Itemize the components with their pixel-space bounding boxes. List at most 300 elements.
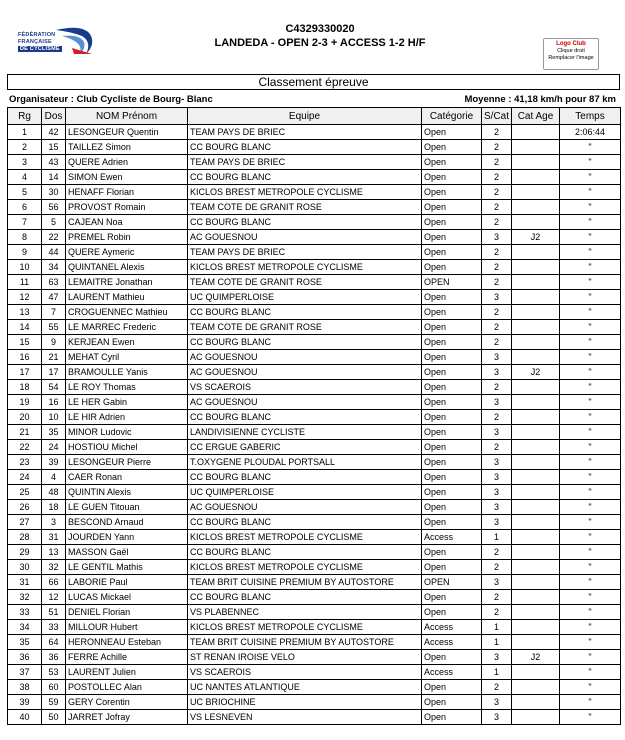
cell-age-category xyxy=(512,560,560,575)
cell-bib: 35 xyxy=(42,425,66,440)
cell-time: " xyxy=(560,185,621,200)
cell-team: CC ERGUE GABERIC xyxy=(188,440,422,455)
cell-name: PREMEL Robin xyxy=(66,230,188,245)
cell-time: " xyxy=(560,395,621,410)
cell-time: " xyxy=(560,305,621,320)
cell-category: Open xyxy=(422,320,482,335)
table-row xyxy=(8,335,621,350)
cell-team: AC GOUESNOU xyxy=(188,500,422,515)
cell-time: " xyxy=(560,350,621,365)
cell-age-category xyxy=(512,485,560,500)
cell-category: Open xyxy=(422,230,482,245)
ffc-logo-line3: DE CYCLISME xyxy=(20,46,60,52)
cell-age-category xyxy=(512,290,560,305)
cell-time: " xyxy=(560,515,621,530)
cell-rank: 20 xyxy=(8,410,42,425)
organizer: Organisateur : Club Cycliste de Bourg- Blanc xyxy=(9,94,213,105)
cell-time: " xyxy=(560,200,621,215)
cell-category: Open xyxy=(422,260,482,275)
cell-rank: 8 xyxy=(8,230,42,245)
table-row xyxy=(8,590,621,605)
cell-subcategory: 1 xyxy=(482,665,512,680)
cell-team: VS SCAEROIS xyxy=(188,380,422,395)
cell-time: " xyxy=(560,560,621,575)
cell-team: T.OXYGENE PLOUDAL PORTSALL xyxy=(188,455,422,470)
cell-age-category xyxy=(512,590,560,605)
cell-team: CC BOURG BLANC xyxy=(188,545,422,560)
cell-time: " xyxy=(560,275,621,290)
cell-category: Open xyxy=(422,680,482,695)
cell-subcategory: 2 xyxy=(482,170,512,185)
cell-name: QUERE Aymeric xyxy=(66,245,188,260)
cell-category: Open xyxy=(422,440,482,455)
cell-age-category xyxy=(512,245,560,260)
cell-name: JOURDEN Yann xyxy=(66,530,188,545)
club-logo-title: Logo Club xyxy=(556,41,586,47)
cell-age-category xyxy=(512,665,560,680)
cell-subcategory: 3 xyxy=(482,470,512,485)
cell-bib: 50 xyxy=(42,710,66,725)
table-row xyxy=(8,395,621,410)
table-row xyxy=(8,500,621,515)
cell-category: Access xyxy=(422,665,482,680)
cell-team: CC BOURG BLANC xyxy=(188,140,422,155)
cell-subcategory: 2 xyxy=(482,305,512,320)
cell-subcategory: 2 xyxy=(482,125,512,140)
cell-category: Open xyxy=(422,290,482,305)
cell-name: LE GUEN Titouan xyxy=(66,500,188,515)
cell-age-category xyxy=(512,470,560,485)
cell-time: " xyxy=(560,410,621,425)
cell-rank: 1 xyxy=(8,125,42,140)
cell-rank: 27 xyxy=(8,515,42,530)
table-row xyxy=(8,560,621,575)
cell-name: LAURENT Mathieu xyxy=(66,290,188,305)
cell-rank: 22 xyxy=(8,440,42,455)
cell-age-category xyxy=(512,380,560,395)
cell-name: MILLOUR Hubert xyxy=(66,620,188,635)
table-row xyxy=(8,125,621,140)
table-row xyxy=(8,350,621,365)
cell-name: LEMAITRE Jonathan xyxy=(66,275,188,290)
cell-name: HERONNEAU Esteban xyxy=(66,635,188,650)
cell-bib: 13 xyxy=(42,545,66,560)
cell-category: OPEN xyxy=(422,275,482,290)
cell-time: " xyxy=(560,155,621,170)
cell-subcategory: 2 xyxy=(482,275,512,290)
cell-rank: 28 xyxy=(8,530,42,545)
cell-team: VS LESNEVEN xyxy=(188,710,422,725)
cell-subcategory: 2 xyxy=(482,200,512,215)
cell-rank: 30 xyxy=(8,560,42,575)
cell-team: AC GOUESNOU xyxy=(188,230,422,245)
cell-time: " xyxy=(560,455,621,470)
cell-subcategory: 3 xyxy=(482,500,512,515)
table-row xyxy=(8,200,621,215)
cell-rank: 23 xyxy=(8,455,42,470)
cell-bib: 15 xyxy=(42,140,66,155)
table-row xyxy=(8,290,621,305)
cell-category: Open xyxy=(422,305,482,320)
cell-bib: 10 xyxy=(42,410,66,425)
cell-time: " xyxy=(560,380,621,395)
cell-time: " xyxy=(560,590,621,605)
cell-bib: 44 xyxy=(42,245,66,260)
cell-age-category xyxy=(512,695,560,710)
column-header-name: NOM Prénom xyxy=(66,108,188,125)
cell-age-category xyxy=(512,215,560,230)
cell-bib: 4 xyxy=(42,470,66,485)
cell-team: VS PLABENNEC xyxy=(188,605,422,620)
cell-rank: 13 xyxy=(8,305,42,320)
cell-bib: 30 xyxy=(42,185,66,200)
cell-bib: 18 xyxy=(42,500,66,515)
cell-age-category xyxy=(512,305,560,320)
cell-category: Open xyxy=(422,185,482,200)
cell-age-category xyxy=(512,320,560,335)
cell-time: " xyxy=(560,440,621,455)
ffc-logo-line2: FRANÇAISE xyxy=(18,39,52,45)
cell-bib: 64 xyxy=(42,635,66,650)
cell-subcategory: 1 xyxy=(482,620,512,635)
cell-subcategory: 3 xyxy=(482,515,512,530)
cell-time: " xyxy=(560,710,621,725)
cell-subcategory: 1 xyxy=(482,530,512,545)
cell-time: " xyxy=(560,635,621,650)
cell-rank: 16 xyxy=(8,350,42,365)
cell-subcategory: 2 xyxy=(482,545,512,560)
table-row xyxy=(8,305,621,320)
table-row xyxy=(8,605,621,620)
cell-time: " xyxy=(560,230,621,245)
cell-category: Open xyxy=(422,500,482,515)
cell-name: MEHAT Cyril xyxy=(66,350,188,365)
cell-team: LANDIVISIENNE CYCLISTE xyxy=(188,425,422,440)
cell-bib: 42 xyxy=(42,125,66,140)
cell-category: Open xyxy=(422,425,482,440)
table-row xyxy=(8,230,621,245)
cell-rank: 14 xyxy=(8,320,42,335)
cell-rank: 15 xyxy=(8,335,42,350)
cell-bib: 7 xyxy=(42,305,66,320)
cell-age-category xyxy=(512,455,560,470)
cell-bib: 16 xyxy=(42,395,66,410)
cell-age-category xyxy=(512,440,560,455)
ffc-swoosh-icon xyxy=(52,24,102,58)
cell-bib: 36 xyxy=(42,650,66,665)
cell-category: Open xyxy=(422,710,482,725)
cell-team: TEAM PAYS DE BRIEC xyxy=(188,155,422,170)
cell-subcategory: 3 xyxy=(482,575,512,590)
cell-subcategory: 3 xyxy=(482,485,512,500)
cell-bib: 55 xyxy=(42,320,66,335)
cell-rank: 19 xyxy=(8,395,42,410)
cell-subcategory: 3 xyxy=(482,455,512,470)
cell-bib: 9 xyxy=(42,335,66,350)
cell-bib: 59 xyxy=(42,695,66,710)
cell-subcategory: 3 xyxy=(482,230,512,245)
cell-age-category xyxy=(512,260,560,275)
table-row xyxy=(8,470,621,485)
cell-rank: 9 xyxy=(8,245,42,260)
cell-time: " xyxy=(560,575,621,590)
cell-bib: 56 xyxy=(42,200,66,215)
cell-team: VS SCAEROIS xyxy=(188,665,422,680)
cell-rank: 33 xyxy=(8,605,42,620)
cell-subcategory: 3 xyxy=(482,350,512,365)
cell-subcategory: 2 xyxy=(482,590,512,605)
cell-time: " xyxy=(560,695,621,710)
cell-subcategory: 3 xyxy=(482,710,512,725)
cell-age-category xyxy=(512,545,560,560)
cell-name: PROVOST Romain xyxy=(66,200,188,215)
table-row xyxy=(8,695,621,710)
cell-team: UC QUIMPERLOISE xyxy=(188,290,422,305)
cell-subcategory: 2 xyxy=(482,260,512,275)
cell-time: " xyxy=(560,260,621,275)
column-header-age-category: Cat Age xyxy=(512,108,560,125)
cell-team: TEAM PAYS DE BRIEC xyxy=(188,125,422,140)
cell-time: " xyxy=(560,140,621,155)
cell-bib: 5 xyxy=(42,215,66,230)
cell-name: LE ROY Thomas xyxy=(66,380,188,395)
table-row xyxy=(8,620,621,635)
cell-rank: 40 xyxy=(8,710,42,725)
cell-time: 2:06:44 xyxy=(560,125,621,140)
cell-time: " xyxy=(560,215,621,230)
cell-name: FERRE Achille xyxy=(66,650,188,665)
cell-category: Open xyxy=(422,140,482,155)
cell-rank: 37 xyxy=(8,665,42,680)
cell-name: LE HIR Adrien xyxy=(66,410,188,425)
cell-category: Open xyxy=(422,485,482,500)
cell-bib: 54 xyxy=(42,380,66,395)
cell-subcategory: 2 xyxy=(482,140,512,155)
cell-bib: 53 xyxy=(42,665,66,680)
table-row xyxy=(8,530,621,545)
cell-time: " xyxy=(560,425,621,440)
cell-rank: 31 xyxy=(8,575,42,590)
cell-rank: 17 xyxy=(8,365,42,380)
column-header-subcategory: S/Cat xyxy=(482,108,512,125)
cell-team: TEAM BRIT CUISINE PREMIUM BY AUTOSTORE xyxy=(188,575,422,590)
cell-age-category xyxy=(512,350,560,365)
cell-team: AC GOUESNOU xyxy=(188,350,422,365)
cell-team: UC BRIOCHINE xyxy=(188,695,422,710)
race-code: C4329330020 xyxy=(285,23,355,35)
cell-subcategory: 2 xyxy=(482,440,512,455)
cell-bib: 43 xyxy=(42,155,66,170)
cell-team: TEAM COTE DE GRANIT ROSE xyxy=(188,320,422,335)
cell-category: Open xyxy=(422,200,482,215)
cell-subcategory: 3 xyxy=(482,290,512,305)
cell-bib: 3 xyxy=(42,515,66,530)
cell-age-category xyxy=(512,515,560,530)
cell-rank: 7 xyxy=(8,215,42,230)
cell-age-category: J2 xyxy=(512,230,560,245)
cell-category: Open xyxy=(422,125,482,140)
race-title: LANDEDA - OPEN 2-3 + ACCESS 1-2 H/F xyxy=(214,37,426,49)
cell-time: " xyxy=(560,665,621,680)
table-row xyxy=(8,275,621,290)
cell-subcategory: 2 xyxy=(482,380,512,395)
cell-team: KICLOS BREST METROPOLE CYCLISME xyxy=(188,185,422,200)
cell-age-category xyxy=(512,140,560,155)
cell-name: SIMON Ewen xyxy=(66,170,188,185)
cell-age-category xyxy=(512,185,560,200)
cell-subcategory: 2 xyxy=(482,605,512,620)
cell-name: LE GENTIL Mathis xyxy=(66,560,188,575)
table-row xyxy=(8,380,621,395)
cell-name: BRAMOULLE Yanis xyxy=(66,365,188,380)
cell-category: Access xyxy=(422,635,482,650)
cell-bib: 21 xyxy=(42,350,66,365)
cell-age-category xyxy=(512,620,560,635)
cell-team: KICLOS BREST METROPOLE CYCLISME xyxy=(188,260,422,275)
cell-bib: 33 xyxy=(42,620,66,635)
cell-bib: 32 xyxy=(42,560,66,575)
cell-bib: 63 xyxy=(42,275,66,290)
cell-age-category: J2 xyxy=(512,650,560,665)
cell-subcategory: 2 xyxy=(482,320,512,335)
cell-subcategory: 2 xyxy=(482,560,512,575)
table-row xyxy=(8,485,621,500)
cell-rank: 26 xyxy=(8,500,42,515)
cell-name: DENIEL Florian xyxy=(66,605,188,620)
cell-rank: 5 xyxy=(8,185,42,200)
results-banner: Classement épreuve xyxy=(7,74,620,90)
cell-time: " xyxy=(560,545,621,560)
cell-bib: 47 xyxy=(42,290,66,305)
cell-age-category xyxy=(512,425,560,440)
cell-subcategory: 3 xyxy=(482,365,512,380)
cell-subcategory: 3 xyxy=(482,650,512,665)
cell-subcategory: 2 xyxy=(482,185,512,200)
average-speed: Moyenne : 41,18 km/h pour 87 km xyxy=(464,94,616,105)
table-row xyxy=(8,515,621,530)
cell-name: QUINTANEL Alexis xyxy=(66,260,188,275)
cell-name: HOSTIOU Michel xyxy=(66,440,188,455)
cell-team: CC BOURG BLANC xyxy=(188,335,422,350)
cell-team: TEAM COTE DE GRANIT ROSE xyxy=(188,275,422,290)
cell-name: TAILLEZ Simon xyxy=(66,140,188,155)
cell-bib: 39 xyxy=(42,455,66,470)
cell-category: Open xyxy=(422,650,482,665)
column-header-team: Equipe xyxy=(188,108,422,125)
cell-rank: 21 xyxy=(8,425,42,440)
table-row xyxy=(8,710,621,725)
cell-team: TEAM COTE DE GRANIT ROSE xyxy=(188,200,422,215)
cell-team: KICLOS BREST METROPOLE CYCLISME xyxy=(188,560,422,575)
cell-team: TEAM BRIT CUISINE PREMIUM BY AUTOSTORE xyxy=(188,635,422,650)
cell-bib: 31 xyxy=(42,530,66,545)
cell-category: Open xyxy=(422,590,482,605)
cell-team: CC BOURG BLANC xyxy=(188,170,422,185)
cell-rank: 25 xyxy=(8,485,42,500)
cell-rank: 34 xyxy=(8,620,42,635)
table-row xyxy=(8,320,621,335)
cell-team: KICLOS BREST METROPOLE CYCLISME xyxy=(188,530,422,545)
cell-subcategory: 2 xyxy=(482,335,512,350)
ffc-logo xyxy=(14,24,104,64)
cell-subcategory: 2 xyxy=(482,155,512,170)
cell-team: AC GOUESNOU xyxy=(188,395,422,410)
cell-category: Open xyxy=(422,365,482,380)
cell-age-category xyxy=(512,530,560,545)
table-row xyxy=(8,635,621,650)
cell-category: Open xyxy=(422,455,482,470)
cell-age-category: J2 xyxy=(512,365,560,380)
cell-bib: 22 xyxy=(42,230,66,245)
cell-time: " xyxy=(560,170,621,185)
cell-subcategory: 2 xyxy=(482,410,512,425)
cell-age-category xyxy=(512,410,560,425)
cell-subcategory: 2 xyxy=(482,245,512,260)
table-row xyxy=(8,365,621,380)
cell-age-category xyxy=(512,155,560,170)
cell-category: Access xyxy=(422,530,482,545)
table-row xyxy=(8,545,621,560)
cell-rank: 24 xyxy=(8,470,42,485)
cell-rank: 36 xyxy=(8,650,42,665)
column-header-time: Temps xyxy=(560,108,621,125)
cell-team: ST RENAN IROISE VELO xyxy=(188,650,422,665)
cell-category: Open xyxy=(422,155,482,170)
table-row xyxy=(8,575,621,590)
cell-bib: 48 xyxy=(42,485,66,500)
cell-bib: 60 xyxy=(42,680,66,695)
cell-name: MINOR Ludovic xyxy=(66,425,188,440)
column-header-category: Catégorie xyxy=(422,108,482,125)
table-row xyxy=(8,680,621,695)
cell-category: Open xyxy=(422,560,482,575)
cell-category: OPEN xyxy=(422,575,482,590)
cell-subcategory: 3 xyxy=(482,695,512,710)
cell-age-category xyxy=(512,200,560,215)
cell-rank: 12 xyxy=(8,290,42,305)
cell-age-category xyxy=(512,275,560,290)
club-logo-line2: Remplacer l'image xyxy=(548,55,594,61)
cell-rank: 6 xyxy=(8,200,42,215)
cell-time: " xyxy=(560,290,621,305)
cell-rank: 39 xyxy=(8,695,42,710)
cell-category: Open xyxy=(422,335,482,350)
results-table xyxy=(7,107,621,725)
cell-team: CC BOURG BLANC xyxy=(188,515,422,530)
table-row xyxy=(8,425,621,440)
cell-team: CC BOURG BLANC xyxy=(188,410,422,425)
cell-team: CC BOURG BLANC xyxy=(188,590,422,605)
cell-category: Open xyxy=(422,350,482,365)
cell-rank: 2 xyxy=(8,140,42,155)
table-row xyxy=(8,650,621,665)
column-header-bib: Dos xyxy=(42,108,66,125)
cell-subcategory: 1 xyxy=(482,635,512,650)
cell-age-category xyxy=(512,125,560,140)
cell-name: HENAFF Florian xyxy=(66,185,188,200)
cell-category: Open xyxy=(422,695,482,710)
cell-subcategory: 3 xyxy=(482,395,512,410)
cell-rank: 4 xyxy=(8,170,42,185)
cell-team: CC BOURG BLANC xyxy=(188,215,422,230)
cell-age-category xyxy=(512,680,560,695)
cell-time: " xyxy=(560,485,621,500)
cell-name: CROGUENNEC Mathieu xyxy=(66,305,188,320)
cell-name: LESONGEUR Quentin xyxy=(66,125,188,140)
cell-rank: 3 xyxy=(8,155,42,170)
cell-time: " xyxy=(560,245,621,260)
cell-bib: 66 xyxy=(42,575,66,590)
